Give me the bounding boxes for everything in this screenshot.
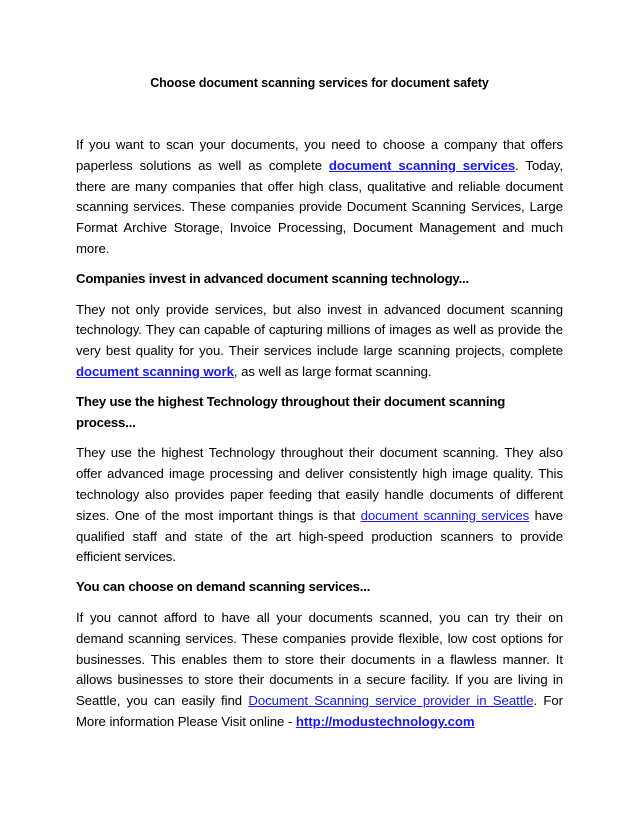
- document-title: Choose document scanning services for document safety: [150, 76, 489, 90]
- highest-technology-text-2: have qualified staff and state of the art high-speed production scanners to provide efficient services.: [76, 507, 563, 565]
- section-heading-highest-technology: They use the highest Technology throughout their document scanning process...: [76, 393, 506, 430]
- intro-text-2: . Today, there are many companies that offer high class, qualitative and reliable document scanning services. These companies provide Document Scanning Services, Large Format Archive Storage, Invoice Processing, Document Management and much more.: [76, 157, 563, 256]
- on-demand-paragraph: [76, 608, 563, 733]
- highest-technology-paragraph: [76, 443, 563, 568]
- document-scanning-work-link[interactable]: document scanning work: [76, 363, 234, 379]
- seattle-provider-link[interactable]: Document Scanning service provider in Seattle: [248, 693, 534, 709]
- highest-technology-text-1: They use the highest Technology throughout their document scanning. They also offer advanced image processing and deliver consistently high image quality. This technology also provides paper feeding that easily handle documents of different sizes. One of the most important things is that: [76, 445, 563, 523]
- modustechnology-link[interactable]: http://modustechnology.com: [295, 713, 475, 729]
- on-demand-text-1: If you cannot afford to have all your documents scanned, you can try their on demand scanning services. These companies provide flexible, low cost options for businesses. This enables them to store their documents in a flawless manner. It allows businesses to store their documents in a secure facility. If you are living in Seattle, you can easily find: [76, 609, 563, 709]
- intro-paragraph: [76, 135, 563, 260]
- document-scanning-services-link[interactable]: document scanning services: [328, 157, 516, 173]
- technology-text-2: , as well as large format scanning.: [233, 363, 432, 379]
- intro-text-1: If you want to scan your documents, you need to choose a company that offers paperless solutions as well as complete: [76, 137, 563, 173]
- section-heading-technology: Companies invest in advanced document scanning technology...: [76, 270, 469, 286]
- technology-text-1: They not only provide services, but also invest in advanced document scanning technology. They can capable of capturing millions of images as well as provide the very best quality for you. Their services include large scanning projects, complete: [76, 301, 563, 359]
- technology-paragraph: [76, 300, 563, 383]
- document-scanning-services-link-2[interactable]: document scanning services: [360, 507, 530, 523]
- section-heading-on-demand: You can choose on demand scanning services...: [76, 579, 371, 595]
- on-demand-text-2: . For More information Please Visit online -: [76, 693, 564, 729]
